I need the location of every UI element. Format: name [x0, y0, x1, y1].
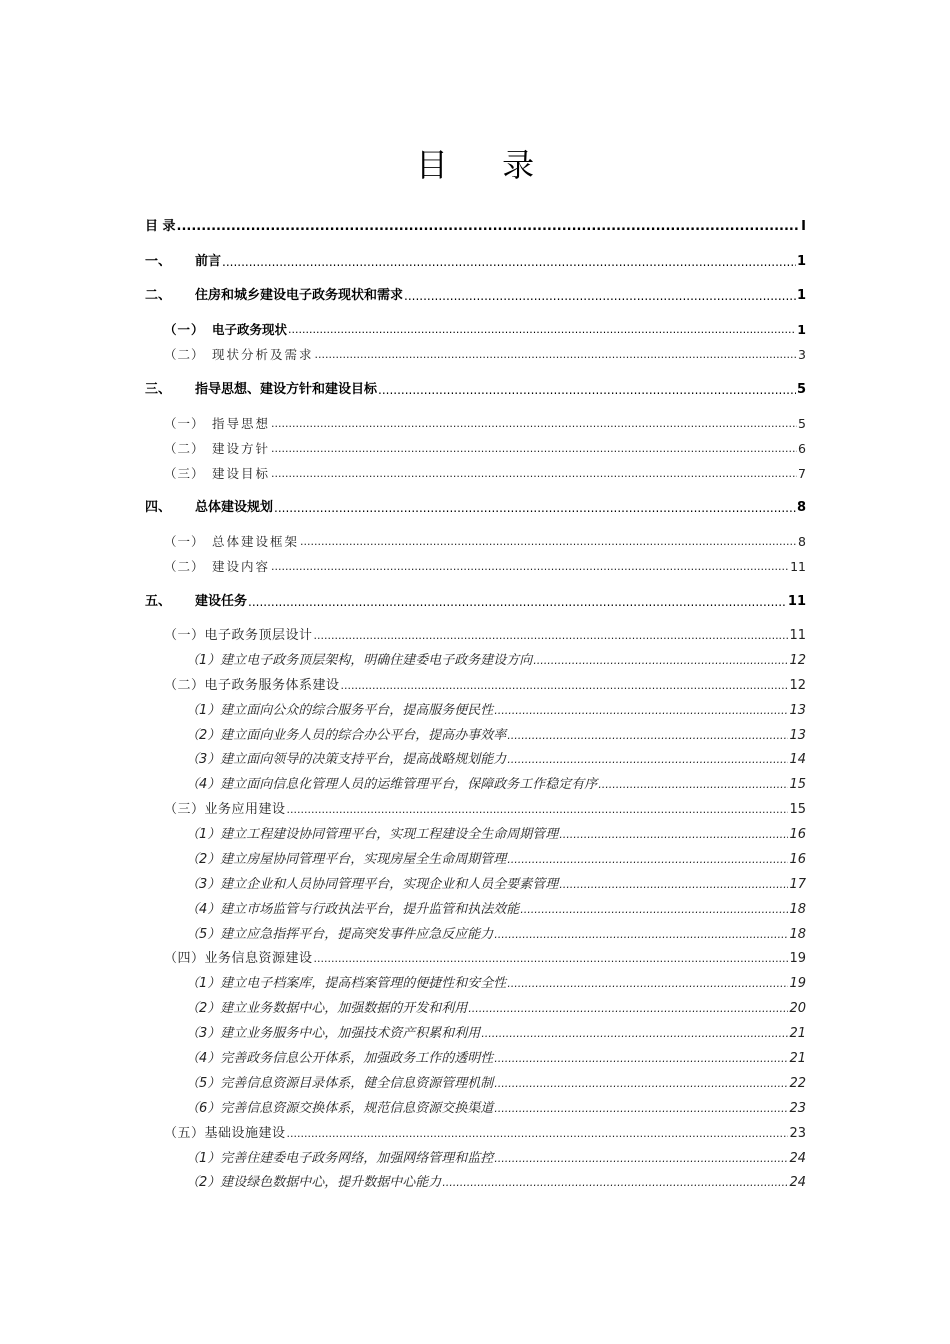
toc-entry-subsection[interactable]	[186, 851, 806, 869]
toc-entry-text: （1）建立工程建设协同管理平台，实现工程建设全生命周期管理	[186, 827, 559, 842]
toc-page-number: 13	[789, 703, 806, 718]
toc-leader-dots	[286, 1125, 789, 1143]
toc-page-number: 12	[789, 678, 806, 693]
toc-leader-dots	[467, 1000, 788, 1018]
toc-entry-text: （5）完善信息资源目录体系，健全信息资源管理机制	[186, 1076, 494, 1091]
toc-leader-dots	[493, 1075, 788, 1093]
toc-entry-section[interactable]	[164, 558, 806, 576]
toc-leader-dots	[313, 950, 789, 968]
toc-entry-text: （1）建立面向公众的综合服务平台，提高服务便民性	[186, 703, 494, 718]
toc-page-number: 11	[790, 559, 806, 574]
toc-entry-text: （二）电子政务服务体系建设	[164, 678, 340, 693]
toc-entry-text: （4）完善政务信息公开体系，加强政务工作的透明性	[186, 1051, 494, 1066]
toc-entry-section[interactable]	[164, 1125, 806, 1143]
toc-entry-subsection[interactable]	[186, 751, 806, 769]
toc-entry-subsection[interactable]	[186, 1150, 806, 1168]
toc-entry-text: 前言	[195, 254, 222, 269]
toc-leader-dots	[221, 253, 796, 271]
toc-entry-text: （4）建立市场监管与行政执法平台，提升监管和执法效能	[186, 902, 520, 917]
toc-leader-dots	[597, 776, 788, 794]
toc-entry-subsection[interactable]	[186, 826, 806, 844]
toc-entry-number: 一、	[145, 254, 172, 269]
toc-leader-dots	[403, 287, 796, 305]
toc-entry-section[interactable]	[164, 465, 806, 483]
toc-page-number: 15	[789, 777, 806, 792]
toc-leader-dots	[480, 1025, 788, 1043]
toc-entry-text: （一）电子政务顶层设计	[164, 628, 313, 643]
toc-leader-dots	[493, 702, 788, 720]
toc-entry-text: （2）建立业务数据中心，加强数据的开发和利用	[186, 1001, 468, 1016]
toc-entry-number: （一）	[164, 416, 205, 431]
toc-page-number: 19	[789, 976, 806, 991]
toc-entry-text: （3）建立企业和人员协同管理平台，实现企业和人员全要素管理	[186, 877, 559, 892]
toc-page-number: 24	[789, 1175, 806, 1190]
toc-leader-dots	[299, 533, 797, 551]
toc-page-number: 18	[789, 902, 806, 917]
toc-leader-dots	[506, 727, 788, 745]
toc-entry-section[interactable]	[164, 950, 806, 968]
toc-entry-text: （2）建立房屋协同管理平台，实现房屋全生命周期管理	[186, 852, 507, 867]
toc-entry-section[interactable]	[164, 440, 806, 458]
toc-entry-text: （5）建立应急指挥平台，提高突发事件应急反应能力	[186, 927, 494, 942]
toc-page-number: 1	[796, 288, 806, 303]
toc-page-number: 23	[789, 1101, 806, 1116]
toc-entry-number: 二、	[145, 288, 172, 303]
toc-leader-dots	[176, 218, 801, 236]
toc-leader-dots	[270, 440, 797, 458]
toc-entry-subsection[interactable]	[186, 901, 806, 919]
toc-leader-dots	[270, 465, 797, 483]
toc-page-number: 5	[798, 416, 806, 431]
toc-page-number: 17	[789, 877, 806, 892]
toc-page-number: 14	[789, 752, 806, 767]
toc-page-number: 3	[798, 347, 806, 362]
toc-page-number: 23	[789, 1126, 806, 1141]
toc-entry-section[interactable]	[164, 677, 806, 695]
toc-entry-subsection[interactable]	[186, 1025, 806, 1043]
toc-entry-text: 指导思想、建设方针和建设目标	[195, 382, 378, 397]
toc-entry-section[interactable]	[164, 533, 806, 551]
toc-leader-dots	[506, 751, 788, 769]
toc-leader-dots	[493, 926, 788, 944]
toc-entry-chapter[interactable]	[145, 253, 806, 271]
toc-entry-number: 三、	[145, 382, 172, 397]
toc-entry-number: （一）	[164, 534, 205, 549]
toc-leader-dots	[287, 321, 796, 339]
toc-leader-dots	[247, 593, 787, 611]
toc-entry-text: （三）业务应用建设	[164, 802, 286, 817]
toc-page-number: 22	[789, 1076, 806, 1091]
toc-entry-number: （一）	[164, 322, 205, 337]
toc-entry-text: （1）建立电子档案库，提高档案管理的便捷性和安全性	[186, 976, 507, 991]
toc-entry-subsection[interactable]	[186, 727, 806, 745]
toc-page-number: 21	[789, 1051, 806, 1066]
toc-page-number: 13	[789, 728, 806, 743]
toc-entry-contents[interactable]	[145, 218, 806, 236]
toc-entry-subsection[interactable]	[186, 975, 806, 993]
toc-leader-dots	[493, 1150, 788, 1168]
toc-leader-dots	[340, 677, 789, 695]
toc-entry-section[interactable]	[164, 321, 806, 339]
toc-entry-subsection[interactable]	[186, 1174, 806, 1192]
toc-entry-chapter[interactable]	[145, 287, 806, 305]
toc-entry-chapter[interactable]	[145, 381, 806, 399]
toc-leader-dots	[532, 652, 788, 670]
toc-entry-number: 五、	[145, 594, 172, 609]
toc-entry-number: （二）	[164, 347, 205, 362]
toc-entry-text: （3）建立业务服务中心，加强技术资产积累和利用	[186, 1026, 481, 1041]
toc-entry-text: 总体建设框架	[212, 534, 300, 549]
toc-entry-text: （3）建立面向领导的决策支持平台，提高战略规划能力	[186, 752, 507, 767]
toc-page-number: 15	[789, 802, 806, 817]
toc-page-number: 5	[796, 382, 806, 397]
toc-page-number: 20	[789, 1001, 806, 1016]
toc-leader-dots	[506, 975, 788, 993]
toc-entry-chapter[interactable]	[145, 593, 806, 611]
toc-entry-text: （五）基础设施建设	[164, 1126, 286, 1141]
toc-entry-text: （四）业务信息资源建设	[164, 951, 313, 966]
toc-page-number: 8	[796, 500, 806, 515]
toc-entry-text: 电子政务现状	[212, 322, 288, 337]
toc-page-number: 21	[789, 1026, 806, 1041]
page-title: 目 录	[415, 146, 557, 184]
toc-entry-text: （2）建设绿色数据中心，提升数据中心能力	[186, 1175, 442, 1190]
toc-page-number: 19	[789, 951, 806, 966]
toc-entry-section[interactable]	[164, 627, 806, 645]
toc-entry-text: 建设任务	[195, 594, 248, 609]
toc-entry-text: （2）建立面向业务人员的综合办公平台，提高办事效率	[186, 728, 507, 743]
toc-leader-dots	[493, 1100, 788, 1118]
toc-entry-section[interactable]	[164, 346, 806, 364]
toc-leader-dots	[493, 1050, 788, 1068]
toc-entry-text: 总体建设规划	[195, 500, 274, 515]
toc-entry-text: 现状分析及需求	[212, 347, 314, 362]
toc-entry-text: 建设内容	[212, 559, 271, 574]
toc-entry-text: 建设目标	[212, 466, 271, 481]
toc-entry-text: 住房和城乡建设电子政务现状和需求	[195, 288, 404, 303]
toc-entry-text: （1）建立电子政务顶层架构，明确住建委电子政务建设方向	[186, 653, 533, 668]
toc-leader-dots	[314, 346, 798, 364]
toc-entry-subsection[interactable]	[186, 776, 806, 794]
toc-entry-text: 建设方针	[212, 441, 271, 456]
toc-leader-dots	[558, 826, 788, 844]
toc-entry-subsection[interactable]	[186, 1075, 806, 1093]
toc-leader-dots	[441, 1174, 788, 1192]
toc-leader-dots	[273, 499, 796, 517]
toc-page-number: 11	[789, 628, 806, 643]
toc-page-number: 12	[789, 653, 806, 668]
toc-page-number: 24	[789, 1151, 806, 1166]
toc-entry-subsection[interactable]	[186, 1000, 806, 1018]
toc-entry-subsection[interactable]	[186, 1100, 806, 1118]
toc-leader-dots	[313, 627, 789, 645]
toc-page-number: 16	[789, 827, 806, 842]
toc-entry-number: （三）	[164, 466, 205, 481]
toc-entry-text: 目 录	[145, 219, 176, 234]
toc-page-number: 16	[789, 852, 806, 867]
toc-entry-chapter[interactable]	[145, 499, 806, 517]
toc-page-number: 1	[796, 254, 806, 269]
toc-entry-subsection[interactable]	[186, 702, 806, 720]
toc-entry-text: （4）建立面向信息化管理人员的运维管理平台，保障政务工作稳定有序	[186, 777, 598, 792]
toc-page-number: 7	[798, 466, 806, 481]
toc-leader-dots	[506, 851, 788, 869]
toc-entry-subsection[interactable]	[186, 926, 806, 944]
toc-page-number: 6	[798, 441, 806, 456]
toc-page-number: I	[801, 219, 806, 234]
toc-leader-dots	[270, 558, 789, 576]
toc-leader-dots	[519, 901, 788, 919]
toc-page-number: 11	[787, 594, 806, 609]
toc-entry-subsection[interactable]	[186, 876, 806, 894]
toc-entry-number: （二）	[164, 441, 205, 456]
toc-entry-text: 指导思想	[212, 416, 271, 431]
toc-page-number: 18	[789, 927, 806, 942]
toc-entry-number: 四、	[145, 500, 172, 515]
toc-entry-section[interactable]	[164, 801, 806, 819]
toc-entry-text: （6）完善信息资源交换体系，规范信息资源交换渠道	[186, 1101, 494, 1116]
toc-entry-text: （1）完善住建委电子政务网络，加强网络管理和监控	[186, 1151, 494, 1166]
toc-leader-dots	[270, 415, 797, 433]
toc-entry-subsection[interactable]	[186, 652, 806, 670]
toc-leader-dots	[286, 801, 789, 819]
toc-leader-dots	[377, 381, 796, 399]
toc-leader-dots	[558, 876, 788, 894]
toc-page-number: 8	[798, 534, 806, 549]
toc-page-number: 1	[797, 322, 806, 337]
toc-entry-number: （二）	[164, 559, 205, 574]
toc-entry-subsection[interactable]	[186, 1050, 806, 1068]
toc-entry-section[interactable]	[164, 415, 806, 433]
